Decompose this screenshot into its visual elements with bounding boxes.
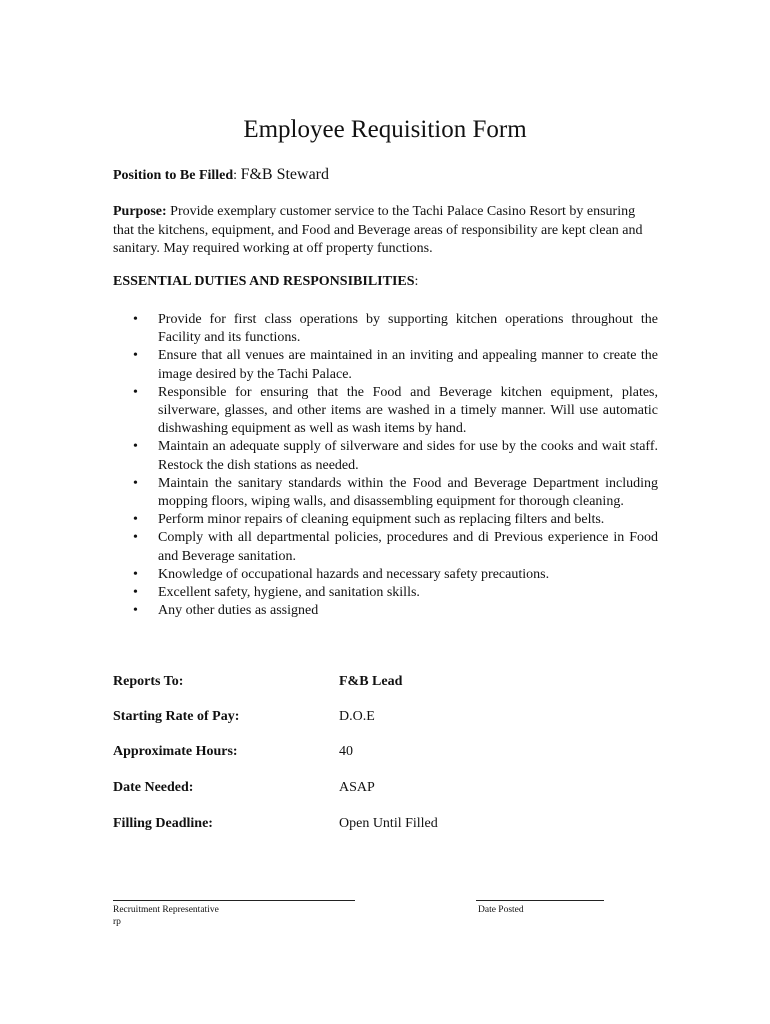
- duty-text: Excellent safety, hygiene, and sanitation skills.: [158, 585, 420, 601]
- bullet-icon: •: [133, 384, 138, 400]
- bullet-icon: •: [133, 512, 138, 528]
- reports-to-value: F&B Lead: [339, 674, 403, 689]
- date-needed-value: ASAP: [339, 780, 375, 795]
- list-item: [113, 384, 658, 439]
- deadline-label: Filling Deadline:: [113, 816, 213, 831]
- date-posted-line: [476, 900, 604, 901]
- duties-heading-colon: :: [414, 274, 419, 289]
- bullet-icon: •: [133, 530, 138, 546]
- reports-to-label: Reports To:: [113, 674, 184, 689]
- list-item: [113, 311, 658, 347]
- recruiter-initials: rp: [113, 917, 121, 927]
- duty-text: Maintain the sanitary standards within the Food and Beverage Department including mopping floors, wiping walls, and disassembling equipment for thorough cleaning.: [158, 475, 658, 510]
- recruiter-label: Recruitment Representative: [113, 905, 219, 915]
- hours-value: 40: [339, 744, 353, 759]
- starting-rate-label: Starting Rate of Pay:: [113, 709, 240, 724]
- duty-text: Provide for first class operations by supporting kitchen operations throughout the Facility and its functions.: [158, 312, 658, 346]
- duty-text: Knowledge of occupational hazards and necessary safety precautions.: [158, 566, 550, 582]
- list-item: [113, 602, 658, 620]
- duty-text: Maintain an adequate supply of silverware and sides for use by the cooks and wait staff. Restock the dish stations as needed.: [158, 439, 658, 473]
- position-value: F&B Steward: [240, 166, 330, 183]
- position-label: Position to Be Filled: [113, 168, 234, 183]
- position-line: [113, 166, 329, 184]
- list-item: [113, 511, 658, 529]
- starting-rate-value: D.O.E: [339, 709, 375, 724]
- bullet-icon: •: [133, 439, 138, 455]
- list-item: [113, 566, 658, 584]
- bullet-icon: •: [133, 585, 138, 601]
- duties-heading-label: ESSENTIAL DUTIES AND RESPONSIBILITIES: [113, 274, 415, 289]
- duty-text: Ensure that all venues are maintained in an inviting and appealing manner to create the image desired by the Tachi Palace.: [158, 348, 658, 382]
- duty-text: Perform minor repairs of cleaning equipment such as replacing filters and belts.: [158, 512, 605, 528]
- bullet-icon: •: [133, 348, 138, 364]
- list-item: [113, 347, 658, 383]
- purpose-paragraph: [113, 203, 658, 259]
- bullet-icon: •: [133, 475, 138, 491]
- duties-heading: [113, 274, 418, 290]
- duty-text: Comply with all departmental policies, procedures and di Previous experience in Food and Beverage sanitation.: [158, 530, 658, 564]
- recruiter-signature-line: [113, 900, 355, 901]
- form-title: Employee Requisition Form: [243, 116, 527, 143]
- position-colon: :: [233, 168, 238, 183]
- list-item: [113, 438, 658, 474]
- date-posted-label: Date Posted: [478, 905, 524, 915]
- list-item: [113, 584, 658, 602]
- purpose-label: Purpose:: [113, 204, 167, 219]
- list-item: [113, 475, 658, 511]
- date-needed-label: Date Needed:: [113, 780, 194, 795]
- duty-text: Responsible for ensuring that the Food and Beverage kitchen equipment, plates, silverware, glasses, and other items are washed in a timely manner. Will use automatic dishwashing equipment as well as wash items by hand.: [158, 384, 658, 437]
- duties-list: [113, 311, 658, 620]
- duty-text: Any other duties as assigned: [158, 603, 319, 619]
- bullet-icon: •: [133, 566, 138, 582]
- deadline-value: Open Until Filled: [339, 816, 438, 831]
- purpose-text: Provide exemplary customer service to the Tachi Palace Casino Resort by ensuring that the kitchens, equipment, and Food and Beverage areas of responsibility are kept clean and sanitary. May required working at off property functions.: [113, 204, 643, 256]
- bullet-icon: •: [133, 312, 138, 327]
- bullet-icon: •: [133, 603, 138, 619]
- list-item: [113, 529, 658, 565]
- hours-label: Approximate Hours:: [113, 744, 238, 759]
